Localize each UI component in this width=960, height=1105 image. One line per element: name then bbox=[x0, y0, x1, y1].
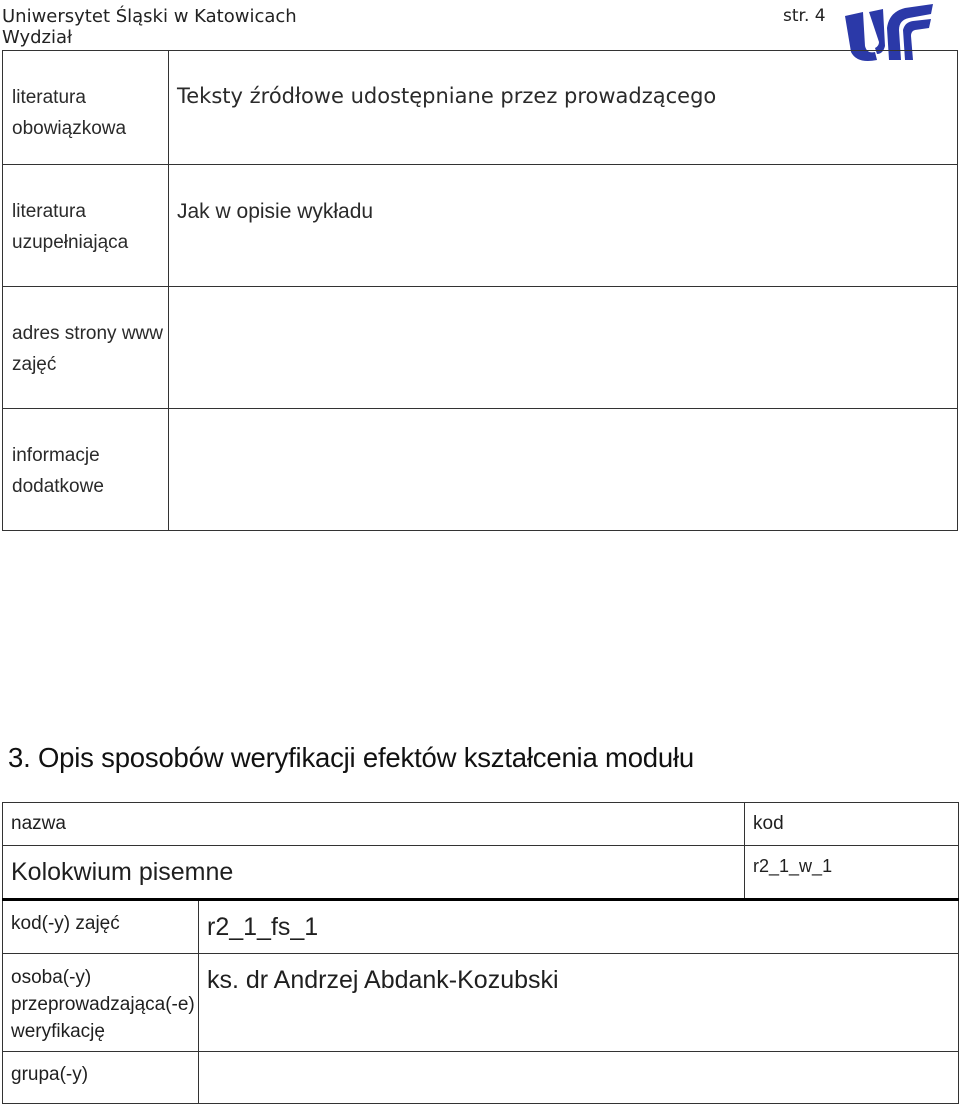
document-header bbox=[2, 6, 297, 48]
table-row bbox=[3, 51, 958, 165]
row-value: Teksty źródłowe udostępniane przez prowadzącego bbox=[169, 51, 958, 165]
name-label: nazwa bbox=[3, 803, 745, 846]
row-value bbox=[169, 287, 958, 409]
table-row bbox=[3, 900, 959, 954]
persons-value: ks. dr Andrzej Abdank-Kozubski bbox=[199, 954, 959, 1052]
row-value: Jak w opisie wykładu bbox=[169, 165, 958, 287]
code-value: r2_1_w_1 bbox=[745, 846, 959, 900]
groups-value bbox=[199, 1052, 959, 1104]
row-label: adres strony www zajęć bbox=[3, 287, 169, 409]
row-label: literatura obowiązkowa bbox=[3, 51, 169, 165]
table-row bbox=[3, 1052, 959, 1104]
table-row bbox=[3, 287, 958, 409]
table-row bbox=[3, 954, 959, 1052]
table-row bbox=[3, 409, 958, 531]
literature-table bbox=[2, 50, 958, 531]
table-row bbox=[3, 846, 959, 900]
class-codes-label: kod(-y) zajęć bbox=[3, 900, 199, 954]
table-row bbox=[3, 803, 959, 846]
table-row bbox=[3, 165, 958, 287]
name-value: Kolokwium pisemne bbox=[3, 846, 745, 900]
section-heading: 3. Opis sposobów weryfikacji efektów kształcenia modułu bbox=[8, 742, 694, 773]
page-number: str. 4 bbox=[783, 6, 826, 26]
persons-label: osoba(-y) przeprowadzająca(-e) weryfikację bbox=[3, 954, 199, 1052]
class-codes-value: r2_1_fs_1 bbox=[199, 900, 959, 954]
row-label: informacje dodatkowe bbox=[3, 409, 169, 531]
code-label: kod bbox=[745, 803, 959, 846]
groups-label: grupa(-y) bbox=[3, 1052, 199, 1104]
row-value bbox=[169, 409, 958, 531]
row-label: literatura uzupełniająca bbox=[3, 165, 169, 287]
faculty-label: Wydział bbox=[2, 27, 73, 48]
verification-table bbox=[2, 802, 959, 1104]
university-name: Uniwersytet Śląski w Katowicach bbox=[2, 6, 297, 27]
